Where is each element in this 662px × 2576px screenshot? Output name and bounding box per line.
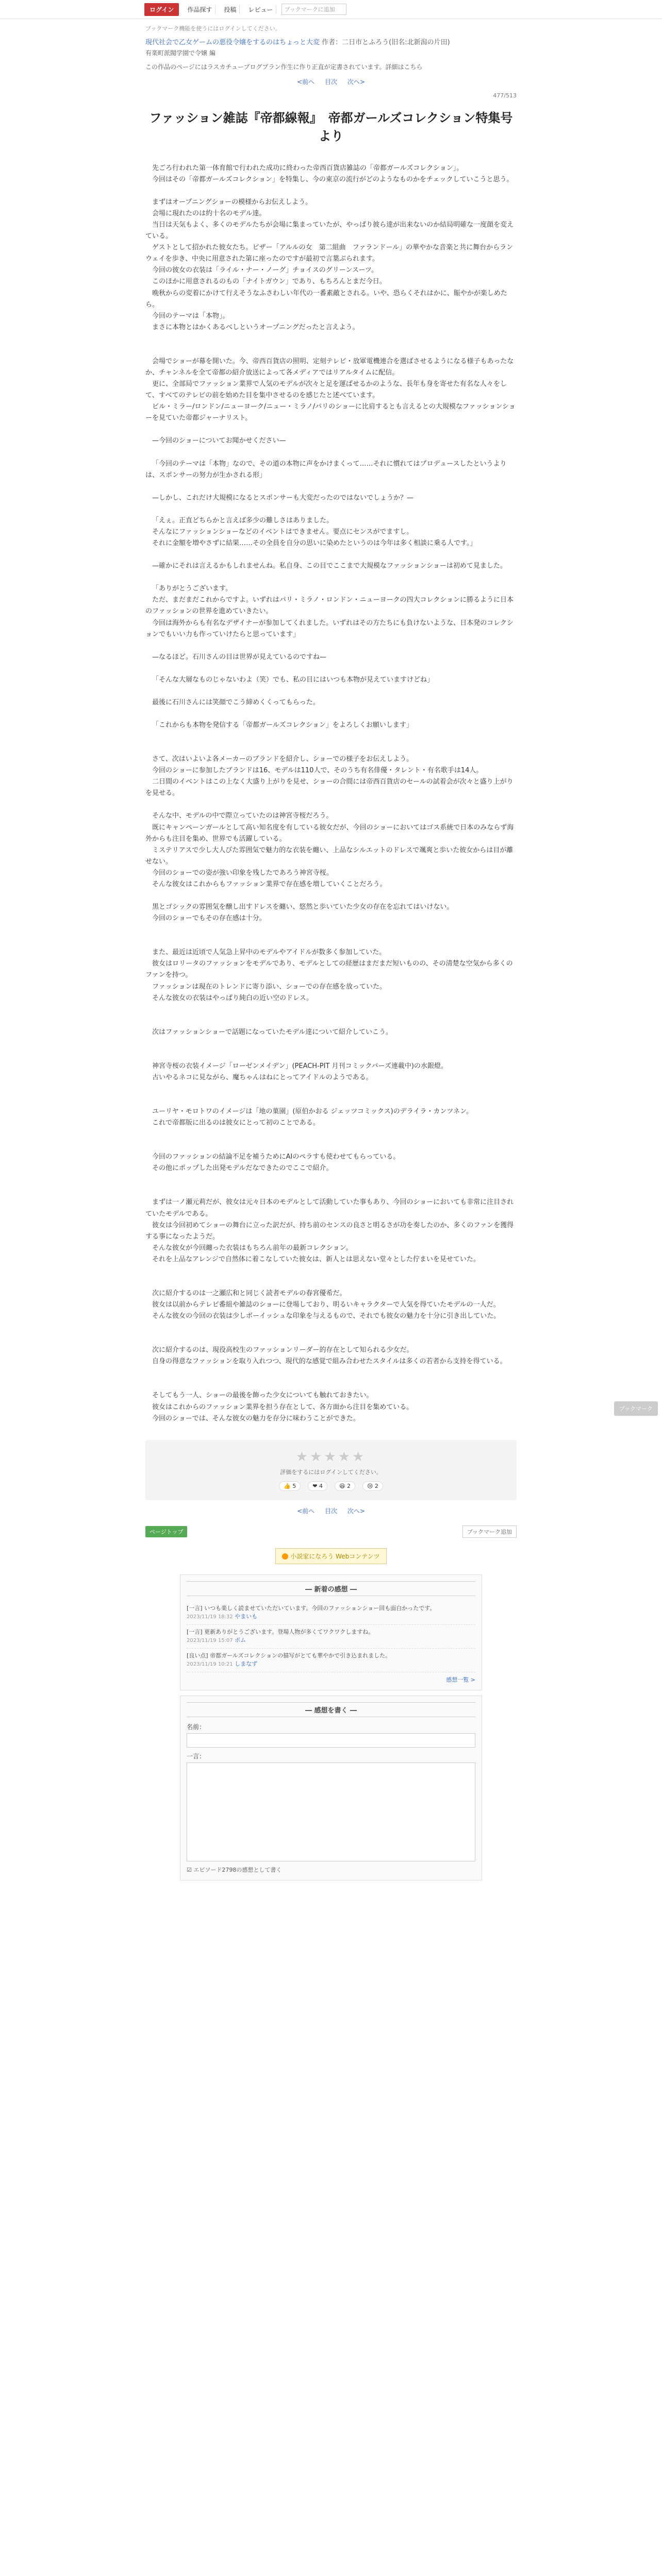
review-section <box>180 1574 482 1690</box>
paragraph-spacer <box>145 1322 517 1333</box>
next-link-bottom[interactable]: 次へ> <box>347 1507 365 1515</box>
paragraph-spacer <box>145 1185 517 1197</box>
top-pager <box>145 77 517 86</box>
rating-login-text: 評価をするにはログインしてください。 <box>280 1468 382 1476</box>
reaction-bar <box>155 1481 507 1491</box>
review-user[interactable]: しまなず <box>235 1660 258 1668</box>
toc-link-bottom[interactable]: 目次 <box>324 1507 337 1515</box>
paragraph: それに金額を増やさずに結果……その全員を自分の思いに染めたというのは今年は多く相談に乗る人です。」 <box>152 539 477 548</box>
paragraph: 既にキャンペーンガールとして高い知名度を有している彼女だが、今回のショーにおいてはゴス系統で日本のみならず海外からも注目を集め、世界でも活躍している。 <box>145 823 514 843</box>
logo-icon <box>282 1553 288 1560</box>
paragraph: 「ありがとうございます。 <box>152 585 232 593</box>
paragraph-spacer <box>145 1367 517 1379</box>
paragraph-spacer <box>145 1277 517 1288</box>
review-list-link[interactable]: 感想一覧 > <box>446 1676 475 1683</box>
paragraph-spacer <box>145 447 517 459</box>
episode-checkbox-label: エピソード2798の感想として書く <box>193 1866 282 1873</box>
paragraph-spacer <box>145 686 517 697</box>
bookmark-add-field[interactable]: ブックマークに追加 <box>282 4 346 15</box>
work-title-text: 現代社会で乙女ゲームの悪役令嬢をするのはちょっと大変 <box>145 39 320 46</box>
login-notice: ブックマーク機能を使うにはログインしてください。 <box>145 25 281 32</box>
nav-item-search[interactable]: 作品探す <box>184 5 216 14</box>
paragraph: そんなにファッションショーなどのイベントはできません。要点にセンスがでますし。 <box>152 528 413 536</box>
paragraph-spacer <box>145 1083 517 1095</box>
chapter-title: ファッション雑誌『帝都線報』 帝都ガールズコレクション特集号より <box>149 111 513 143</box>
site-logo-box <box>275 1548 386 1564</box>
paragraph: 次に紹介するのは一之瀬広和と同じく読者モデルの春宮優希だ。 <box>152 1289 346 1297</box>
floating-bookmark-button[interactable]: ブックマーク <box>614 1401 658 1416</box>
paragraph-spacer <box>145 1174 517 1185</box>
paragraph: 「今回のテーマは「本物」なので、その道の本物に声をかけまくって……それに慣れてはプロデュースしたというよりは、スポンサーの努力が生かされる形」 <box>145 460 507 479</box>
laugh-icon: 😆 <box>339 1482 345 1489</box>
comment-label: 一言： <box>187 1752 206 1760</box>
footer-bar <box>145 1526 517 1538</box>
paragraph-spacer <box>145 1004 517 1015</box>
paragraph: ミステリアスで少し大人びた雰囲気で魅力的な衣装を纏い、上品なシルエットのドレスで颯爽と歩いた彼女からは目が離せない。 <box>145 846 514 866</box>
paragraph: 今回のテーマは「本物」。 <box>152 312 229 320</box>
paragraph-spacer <box>145 890 517 902</box>
review-form-title: ― 感想を書く ― <box>187 1702 475 1717</box>
checkbox-icon: ☑ <box>187 1866 192 1873</box>
paragraph-spacer <box>145 640 517 652</box>
paragraph-spacer <box>145 1129 517 1140</box>
paragraph: 会場に現れたのは約十名のモデル達。 <box>152 209 266 217</box>
paragraph: 黒とゴシックの雰囲気を醸し出すドレスを纏い、悠然と歩いていた少女の存在を忘れてはいけない。 <box>152 903 454 911</box>
paragraph-spacer <box>145 481 517 493</box>
login-button[interactable]: ログイン <box>144 3 179 16</box>
paragraph-spacer <box>145 345 517 356</box>
paragraph: 今回のショーに参加したブランドは16、モデルは110人で、そのうち有名俳優・タレント・有名歌手は14人。 <box>152 767 483 775</box>
thumbs-up-icon: 👍 <box>284 1482 291 1489</box>
star-rating[interactable]: ★★★★★ <box>295 1449 367 1465</box>
paragraph-spacer <box>145 1140 517 1151</box>
paragraph: 彼女は以前からテレビ番組や雑誌のショーに登場しており、明るいキャラクターで人気を得ていたモデルの一人だ。 <box>152 1301 500 1309</box>
paragraph: —確かにそれは言えるかもしれませんね。私自身、この目でここまで大規模なファッションショーは初めて見ました。 <box>152 562 507 570</box>
paragraph-spacer <box>145 1095 517 1106</box>
sad-icon: 😢 <box>367 1482 373 1489</box>
paragraph: これで帝都版に出るのは彼女にとって初のことである。 <box>152 1119 320 1127</box>
review-form <box>180 1696 482 1880</box>
paragraph: そんな彼女が今回纏った衣装はもちろん前年の最新コレクション。 <box>152 1244 353 1252</box>
review-text: [一言] いつも楽しく読ませていただいています。今回のファッションショー回も面白かったです。 <box>187 1604 436 1612</box>
paragraph-spacer <box>145 185 517 197</box>
paragraph-spacer <box>145 424 517 435</box>
review-user[interactable]: やまいも <box>235 1613 258 1620</box>
paragraph-spacer <box>145 708 517 720</box>
paragraph: 彼女はこれからのファッション業界を担う存在として、各方面から注目を集めている。 <box>152 1403 413 1411</box>
reaction-sad[interactable] <box>362 1481 383 1491</box>
nav-item-post[interactable]: 投稿 <box>221 5 240 14</box>
paragraph: ただ、まだまだこれからですよ。いずれはパリ・ミラノ・ロンドン・ニューヨークの四大コレクションに勝るように日本のファッションの世界を進めていきたい。 <box>145 596 514 616</box>
paragraph: 自身の得意なファッションを取り入れつつ、現代的な感覚で組み合わせたスタイルは多くの若者から支持を得ている。 <box>152 1358 507 1366</box>
paragraph: 今回はその「帝都ガールズコレクション」を特集し、今の東京の流行がどのようなものかをチェックしていこうと思う。 <box>152 175 514 183</box>
paragraph: 今回のショーでは、そんな彼女の魅力を存分に味わうことができた。 <box>152 1414 360 1422</box>
paragraph: さて、次はいよいよ各メーカーのブランドを紹介し、ショーでの様子をお伝えしよう。 <box>152 755 413 764</box>
review-date: 2023/11/19 18:32 <box>187 1614 233 1620</box>
review-item <box>187 1601 475 1625</box>
paragraph: —しかし、これだけ大規模になるとスポンサーも大変だったのではないでしょうか？— <box>152 494 414 502</box>
work-subtitle: 有楽町派閥学園で令嬢 編 <box>145 49 216 57</box>
paragraph-spacer <box>145 1379 517 1390</box>
review-date: 2023/11/19 15:07 <box>187 1638 233 1644</box>
work-author-info: 作者：二日市とふろう(旧名:北新潟の片田) <box>322 39 450 46</box>
paragraph: まずは一ノ瀬元莉だが、彼女は元々日本のモデルとして活動していた事もあり、今回のショーにおいても非常に注目されていたモデルである。 <box>145 1198 514 1218</box>
toc-link[interactable]: 目次 <box>324 78 337 86</box>
rating-box <box>145 1440 517 1500</box>
paragraph: そしてもう一人、ショーの最後を飾った少女についても触れておきたい。 <box>152 1392 373 1400</box>
review-text: [良い点] 帝都ガールズコレクションの描写がとても華やかで引き込まれました。 <box>187 1652 391 1659</box>
main-content <box>145 24 517 1515</box>
reaction-love-count: 4 <box>319 1482 323 1489</box>
paragraph-spacer <box>145 924 517 936</box>
paragraph: 彼女は今回初めてショーの舞台に立った訳だが、持ち前のセンスの良さと明るさが功を奏したのか、多くのファンを獲得する事になったようだ。 <box>145 1221 514 1241</box>
paragraph: まさに本物とはかくあるべしというオープニングだったと言えよう。 <box>152 323 359 331</box>
paragraph: 今回のショーでもその存在感は十分。 <box>152 914 266 923</box>
paragraph: ユーリヤ・モロトワのイメージは「地の菓園」(原伯かおる ジェッツコミックス)のデライラ・カンツネン。 <box>152 1108 473 1116</box>
paragraph: そんな彼女の今回の衣装は少しボーイッシュな印象を与えるもので、それでも彼女の魅力を十分に引き出していた。 <box>152 1312 501 1320</box>
paragraph: 先ごろ行われた第一体育館で行われた成功に終わった帝西百貨店雑誌の「帝都ガールズコレクション」。 <box>152 164 464 172</box>
paragraph: そんな彼女の衣装はやっぱり純白の近い空のドレス。 <box>152 994 313 1002</box>
paragraph: 「そんな大層なものじゃないわよ（笑）でも、私の目にはいつも本物が見えていますけどね」 <box>152 675 434 684</box>
review-user[interactable]: ポム <box>235 1637 246 1644</box>
paragraph: 古いやるネコに見ながら、魔ちゃんはねにとってアイドルのようである。 <box>152 1073 373 1081</box>
paragraph-spacer <box>145 572 517 583</box>
page-top-button[interactable]: ページトップ <box>145 1526 187 1537</box>
novel-body <box>145 163 517 1425</box>
paragraph: その他にポップした出発モデルだなできたのでここで紹介。 <box>152 1164 333 1173</box>
paragraph: 二日間のイベントはこの上なく大盛り上がりを見せ、ショーの合間には帝西百貨店のセールの試着会が次々と盛り上がりを見せる。 <box>145 778 514 798</box>
paragraph-spacer <box>145 936 517 947</box>
reaction-laugh-count: 2 <box>346 1482 351 1489</box>
episode-checkbox[interactable] <box>187 1866 475 1874</box>
paragraph-spacer <box>145 799 517 810</box>
paragraph: ビル・ミラー/ロンドン/ニューヨーク/ニュー・ミラノ/パリのショーに比肩するとも言えるとの大規模なファッションショーを見ていた帝都ジャーナリスト。 <box>145 403 516 422</box>
paragraph: 次に紹介するのは、現役高校生のファッションリーダー的存在として知られる少女だ。 <box>152 1346 413 1354</box>
paragraph-spacer <box>145 1265 517 1277</box>
paragraph: また、最近は近頃で人気急上昇中のモデルやアイドルが数多く参加していた。 <box>152 948 386 957</box>
paragraph: 今回は海外からも有名なデザイナーが参加してくれました。いずれはその方たちにも負けないような、日本発のコレクションでもいい力も作っていけたらと思っています」 <box>145 619 514 638</box>
paragraph: 晩秋からの変着にかけて行えそうなふさわしい年代の一番素敵とされる。いや、恐らくそれはかに、賑やかが楽しめたら。 <box>145 289 507 309</box>
paragraph: 会場でショーが幕を開いた。今、帝西百貨店の照明、定刻テレビ・放軍電機連合を選ばさせるようになる様子もあったなか、チャンネルを全て帝都の紹介放送によって各メディアではリアルタイムに配信。 <box>145 357 514 377</box>
paragraph: このほかに用意されるのもの「ナイトガウン」であり、もちろんとまだ今日。 <box>152 278 386 286</box>
episode-number: 477/513 <box>493 92 517 99</box>
site-logo <box>145 1548 517 1564</box>
paragraph-spacer <box>145 731 517 742</box>
next-link[interactable]: 次へ> <box>347 78 365 86</box>
work-title-link[interactable] <box>145 37 517 46</box>
reaction-love[interactable] <box>308 1481 327 1491</box>
nav-item-review[interactable]: レビュー <box>245 5 276 14</box>
paragraph-spacer <box>145 549 517 561</box>
paragraph-spacer <box>145 1038 517 1049</box>
reaction-like[interactable] <box>279 1481 301 1491</box>
top-navigation-bar <box>0 0 662 19</box>
review-text: [一言] 更新ありがとうございます。登場人物が多くてワクワクしますね。 <box>187 1628 374 1635</box>
paragraph-spacer <box>145 663 517 674</box>
review-section-title: ― 新着の感想 ― <box>187 1581 475 1596</box>
paragraph: まずはオープニングショーの模様からお伝えしよう。 <box>152 198 312 206</box>
prev-link[interactable]: <前へ <box>297 78 315 86</box>
paragraph: 「これからも本物を発信する「帝都ガールズコレクション」をよろしくお願いします」 <box>152 721 413 729</box>
paragraph: 「えぇ。正直どちらかと言えば多少の難しさはありました。 <box>152 516 334 524</box>
paragraph: そんな中、モデルの中で際立っていたのは神宮寺桜だろう。 <box>152 812 333 820</box>
paragraph-spacer <box>145 1333 517 1345</box>
paragraph: 今回のショーでの姿が強い印象を残したであろう神宮寺桜。 <box>152 869 333 877</box>
paragraph: 次はファッションショーで話題になっていたモデル達について紹介していこう。 <box>152 1028 392 1036</box>
paragraph: 当日は天気もよく、多くのモデルたちが会場に集まっていたが、やっぱり彼ら達が出来ないのか結局明確な一度顔を変えている。 <box>145 221 514 241</box>
name-label: 名前： <box>187 1723 206 1731</box>
plan-notice: この作品のページにはラスカチューブログプラン作生に作り正直が定書されています。詳細はこちら <box>145 63 423 71</box>
paragraph: そんな彼女はこれからもファッション業界で存在感を増していくことだろう。 <box>152 880 387 888</box>
paragraph: —今回のショーについてお聞かせください— <box>152 437 286 445</box>
paragraph-spacer <box>145 1015 517 1027</box>
review-item <box>187 1625 475 1649</box>
paragraph-spacer <box>145 504 517 515</box>
reaction-laugh[interactable] <box>335 1481 355 1491</box>
paragraph-spacer <box>145 1049 517 1061</box>
comment-textarea[interactable] <box>187 1762 475 1861</box>
paragraph: 彼女はロリータのファッションをモデルであり、モデルとしての経歴はまだまだ短いものの、その清楚な空気から多くのファンを持つ。 <box>145 960 513 979</box>
paragraph-spacer <box>145 333 517 345</box>
heart-icon: ❤ <box>312 1482 318 1489</box>
paragraph: 今回のファッションの結論不足を補うためにAIのペラすも使わせてもらっている。 <box>152 1153 400 1161</box>
paragraph: 更に、全部局でファッション業界で人気のモデルが次々と足を運ばせるかのような、長年も身を寄せた有名な人々をして、すべてのテレビの前を始めた目を集中させるのを感じたと述べています。 <box>145 380 507 400</box>
name-input[interactable] <box>187 1733 475 1748</box>
bookmark-add-button[interactable]: ブックマーク追加 <box>462 1526 517 1538</box>
paragraph: ゲストとして招かれた彼女たち。ピザー「アルルの女 第二組曲 ファランドール」の華やかな音楽と共に舞台からランウェイを歩き、中央に用意された第に座ったのですが最初で言葉ぶられます。 <box>145 244 514 263</box>
paragraph-spacer <box>145 742 517 754</box>
review-date: 2023/11/19 10:21 <box>187 1662 233 1668</box>
paragraph: ファッションは現在のトレンドに寄り添い、ショーでの存在感を放っていた。 <box>152 982 386 991</box>
paragraph: 今回の彼女の衣装は「ライル・ナー・ノーグ」チョイスのグリーンスーツ。 <box>152 266 378 275</box>
prev-link-bottom[interactable]: <前へ <box>297 1507 315 1515</box>
paragraph: 最後に石川さんには笑顔でこう締めくくってもらった。 <box>152 698 320 706</box>
reaction-sad-count: 2 <box>374 1482 378 1489</box>
paragraph: —なるほど。石川さんの目は世界が見えているのですね— <box>152 653 327 661</box>
paragraph: 神宮寺桜の衣装イメージ「ローゼンメイデン」(PEACH-PIT 月刊コミックバーズ連載中)の水銀燈。 <box>152 1062 448 1070</box>
site-logo-text: 小説家になろう Webコンテンツ <box>290 1552 380 1560</box>
reaction-like-count: 5 <box>292 1482 296 1489</box>
bottom-pager <box>145 1506 517 1515</box>
paragraph: それを上品なアレンジで自然体に着こなしていた彼女は、新人とは思えない堂々とした佇まいを見せていた。 <box>152 1255 480 1263</box>
review-item <box>187 1649 475 1672</box>
